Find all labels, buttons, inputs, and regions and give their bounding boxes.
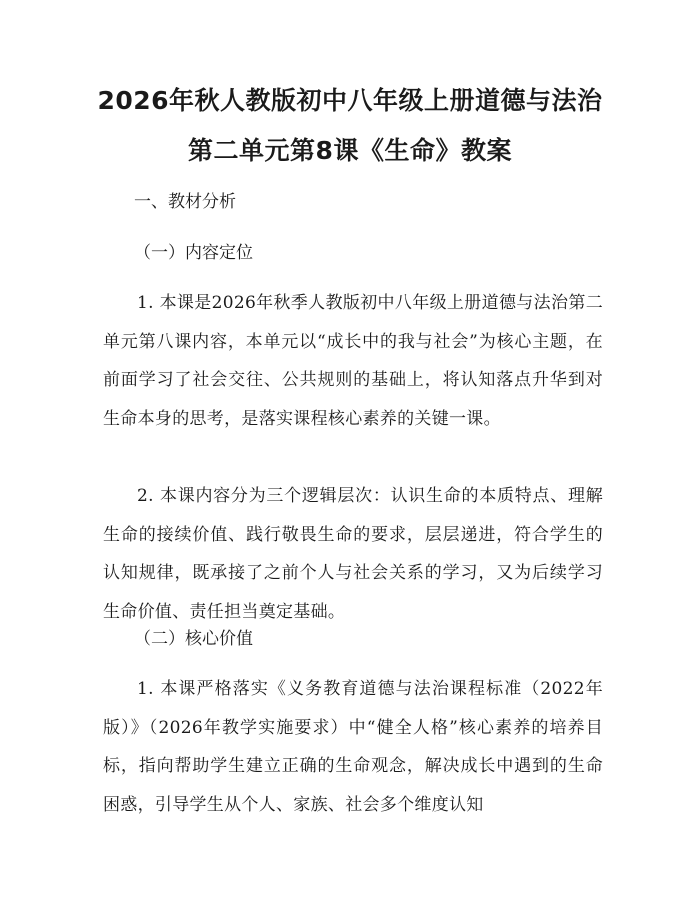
document-title-line1: 2026年秋人教版初中八年级上册道德与法治 — [97, 86, 603, 115]
subsection-heading-content-positioning: （一）内容定位 — [134, 243, 253, 263]
subsection-heading-core-value: （二）核心价值 — [134, 629, 253, 649]
paragraph-2: 2. 本课内容分为三个逻辑层次：认识生命的本质特点、理解生命的接续价值、践行敬畏生命的要求，层层递进，符合学生的认知规律，既承接了之前个人与社会关系的学习，又为后续学习生命价值、责任担当奠定基础。 — [103, 486, 603, 622]
paragraph-3: 1. 本课严格落实《义务教育道德与法治课程标准（2022年版）》（2026年教学实施要求）中“健全人格”核心素养的培养目标，指向帮助学生建立正确的生命观念，解决成长中遇到的生命困惑，引导学生从个人、家族、社会多个维度认知 — [103, 679, 603, 815]
paragraph-1: 1. 本课是2026年秋季人教版初中八年级上册道德与法治第二单元第八课内容，本单元以“成长中的我与社会”为核心主题，在前面学习了社会交往、公共规则的基础上，将认知落点升华到对生命本身的思考，是落实课程核心素养的关键一课。 — [103, 293, 603, 429]
document-title-line2: 第二单元第8课《生命》教案 — [188, 136, 512, 165]
section-heading-textbook-analysis: 一、教材分析 — [134, 192, 236, 212]
